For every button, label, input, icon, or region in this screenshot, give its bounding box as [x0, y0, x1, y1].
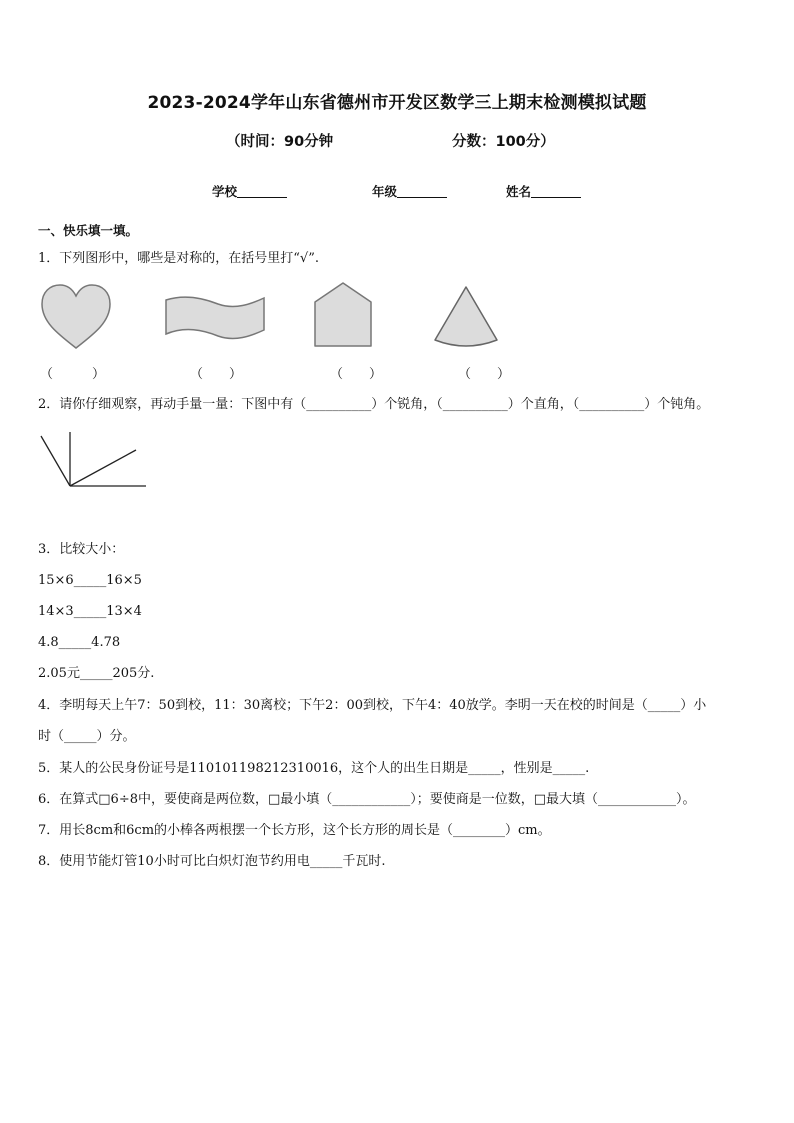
angle-figure	[38, 430, 148, 490]
compare-item-4: 2.05元_____205分.	[38, 666, 155, 681]
name-blank	[531, 184, 581, 198]
exam-time: （时间：90分钟	[226, 134, 334, 150]
section-heading: 一、快乐填一填。	[38, 223, 139, 238]
grade-blank	[397, 184, 447, 198]
answer-paren-4: （ ）	[458, 367, 511, 382]
name-label: 姓名	[506, 184, 532, 199]
wavy-flag-shape	[163, 292, 267, 342]
compare-item-2: 14×3_____13×4	[38, 604, 142, 619]
question-4-line-1: 4．李明每天上午7：50到校，11：30离校；下午2：00到校，下午4：40放学。李明一天在校的时间是（_____）小	[38, 698, 707, 713]
answer-paren-2: （ ）	[190, 367, 243, 382]
exam-score: 分数：100分）	[452, 134, 555, 150]
question-3: 3．比较大小：	[38, 542, 125, 557]
school-field	[212, 182, 287, 200]
question-7: 7．用长8cm和6cm的小棒各两根摆一个长方形，这个长方形的周长是（________）cm。	[38, 823, 551, 838]
grade-label: 年级	[372, 184, 398, 199]
question-6: 6．在算式□6÷8中，要使商是两位数，□最小填（____________）；要使商是一位数，□最大填（____________）。	[38, 792, 696, 807]
question-1: 1．下列图形中，哪些是对称的，在括号里打“√”.	[38, 251, 319, 266]
grade-field	[372, 182, 447, 200]
page-title: 2023-2024学年山东省德州市开发区数学三上期末检测模拟试题	[147, 93, 647, 113]
answer-paren-1: （ ）	[40, 367, 106, 382]
school-blank	[237, 184, 287, 198]
question-4-line-2: 时（_____）分。	[38, 729, 136, 744]
heart-shape	[38, 282, 114, 352]
question-8: 8．使用节能灯管10小时可比白炽灯泡节约用电_____千瓦时.	[38, 854, 386, 869]
fan-sector-shape	[432, 284, 500, 350]
compare-item-3: 4.8_____4.78	[38, 635, 121, 650]
house-pentagon-shape	[312, 280, 374, 350]
compare-item-1: 15×6_____16×5	[38, 573, 142, 588]
school-label: 学校	[212, 184, 238, 199]
question-2: 2．请你仔细观察，再动手量一量：下图中有（__________）个锐角，（__________）个直角，（__________）个钝角。	[38, 397, 710, 412]
question-5: 5．某人的公民身份证号是110101198212310016，这个人的出生日期是_____，性别是_____.	[38, 761, 590, 776]
answer-paren-3: （ ）	[330, 367, 383, 382]
name-field	[506, 182, 581, 200]
